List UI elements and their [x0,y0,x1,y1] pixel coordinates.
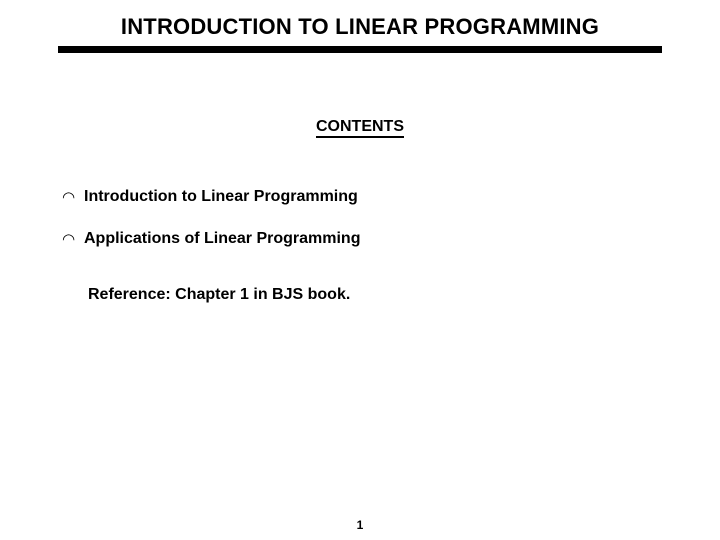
title-divider [58,46,662,53]
contents-heading-label: CONTENTS [316,118,404,138]
list-item [62,228,662,250]
list-item [62,186,662,208]
arc-bullet-icon: ◠ [62,188,76,206]
reference-text: Reference: Chapter 1 in BJS book. [88,286,351,303]
arc-bullet-icon: ◠ [62,230,76,248]
list-item-label: Introduction to Linear Programming [84,188,358,205]
page-number: 1 [356,518,364,532]
contents-heading [0,118,720,136]
list-item-label: Applications of Linear Programming [84,230,361,247]
page-title: INTRODUCTION TO LINEAR PROGRAMMING [120,14,600,39]
contents-list [62,186,662,270]
